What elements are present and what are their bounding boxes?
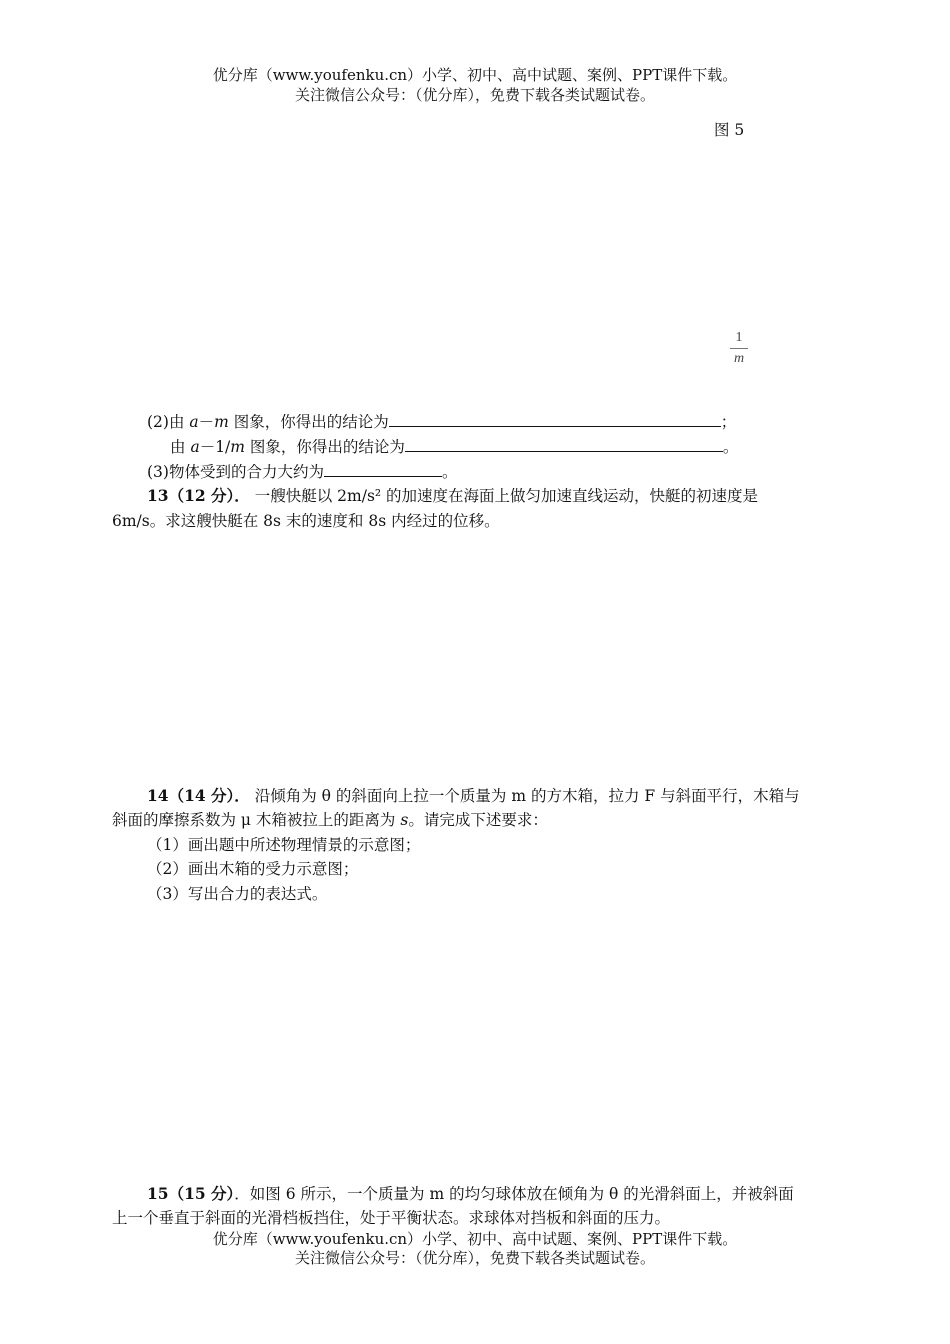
q12-p2b-prefix: 由: [170, 438, 191, 456]
q12-p2b-var-a: a: [190, 438, 200, 456]
q14-item-2: （2）画出木箱的受力示意图；: [147, 860, 359, 878]
figure-5-label: 图 5: [714, 121, 745, 139]
q12-p2a-end: ；: [720, 413, 737, 431]
footer-line-1: 优分库（www.youfenku.cn）小学、初中、高中试题、案例、PPT课件下载。: [212, 1230, 738, 1248]
q14-text-1: 沿倾角为 θ 的斜面向上拉一个质量为 m 的方木箱，拉力 F 与斜面平行，木箱与: [254, 787, 800, 805]
header-line-2: 关注微信公众号：（优分库），免费下载各类试题试卷。: [294, 86, 655, 104]
q14-text-2-pre: 斜面的摩擦系数为 μ 木箱被拉上的距离为: [112, 811, 401, 829]
fraction-numerator: 1: [735, 330, 743, 345]
q15-line-1: [147, 1182, 794, 1206]
q12-p2a-text: 图象，你得出的结论为: [228, 413, 389, 431]
q12-p2a-answer-blank[interactable]: [389, 410, 721, 427]
q12-p2a-dash: －: [198, 413, 215, 431]
q15-line-2: 上一个垂直于斜面的光滑档板挡住，处于平衡状态。求球体对挡板和斜面的压力。: [112, 1209, 671, 1227]
q14-var-s: s: [400, 811, 409, 829]
header-line-1: 优分库（www.youfenku.cn）小学、初中、高中试题、案例、PPT课件下载。: [212, 66, 738, 84]
q15-text-1: ．如图 6 所示，一个质量为 m 的均匀球体放在倾角为 θ 的光滑斜面上，并被斜面: [234, 1185, 794, 1203]
q12-part2-line-a: [147, 410, 736, 434]
fraction-bar: [730, 348, 748, 349]
q12-p3-text: (3)物体受到的合力大约为: [147, 463, 324, 481]
q12-p2b-var-m: m: [230, 438, 245, 456]
q12-p3-end: 。: [441, 463, 458, 481]
q12-p2b-end: 。: [722, 438, 739, 456]
q12-p2a-var-m: m: [214, 413, 229, 431]
q13-line-2: 6m/s。求这艘快艇在 8s 末的速度和 8s 内经过的位移。: [112, 512, 500, 530]
q12-p2a-prefix: (2)由: [147, 413, 190, 431]
q14-line-2: [112, 808, 548, 832]
q12-p2a-var-a: a: [189, 413, 199, 431]
q13-number: 13（12 分）．: [147, 486, 250, 505]
q12-p2b-mid: －1/: [199, 438, 231, 456]
q12-part2-line-b: [170, 435, 738, 459]
fraction-denominator: m: [733, 351, 745, 366]
q12-part3: [147, 460, 457, 484]
q15-number: 15（15 分）: [147, 1184, 235, 1203]
q14-number: 14（14 分）．: [147, 786, 250, 805]
q14-item-1: （1）画出题中所述物理情景的示意图；: [147, 836, 421, 854]
footer-line-2: 关注微信公众号：（优分库），免费下载各类试题试卷。: [294, 1249, 655, 1267]
axis-fraction-label: [728, 330, 750, 367]
q12-p2b-text: 图象，你得出的结论为: [244, 438, 405, 456]
q13-line-1: [147, 484, 758, 508]
q14-item-3: （3）写出合力的表达式。: [147, 885, 328, 903]
q12-p3-answer-blank[interactable]: [324, 460, 442, 477]
q12-p2b-answer-blank[interactable]: [405, 435, 723, 452]
q14-line-1: [147, 784, 800, 808]
q13-text-1: 一艘快艇以 2m/s² 的加速度在海面上做匀加速直线运动，快艇的初速度是: [254, 487, 759, 505]
q14-text-2-post: 。请完成下述要求：: [408, 811, 548, 829]
